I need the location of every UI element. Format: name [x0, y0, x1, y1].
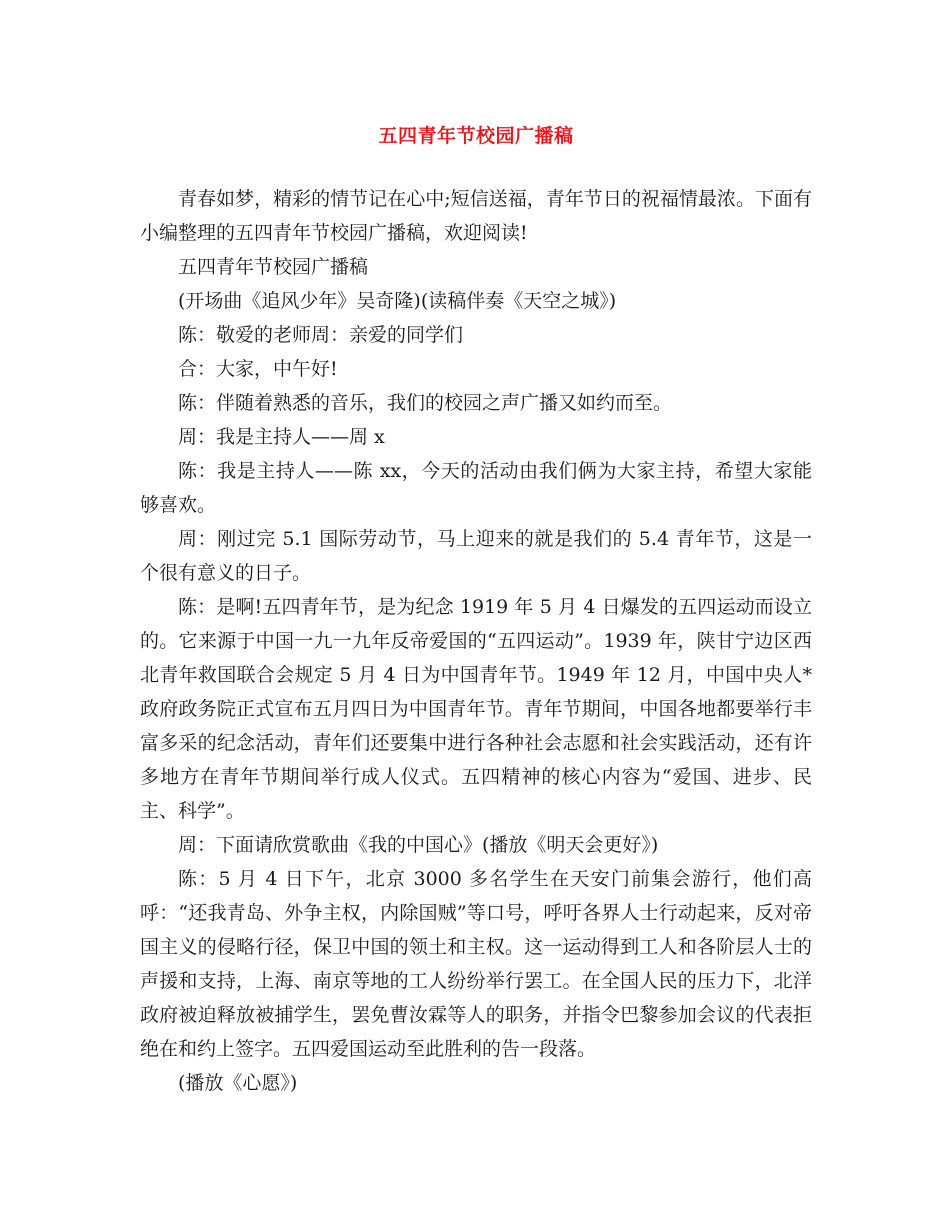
- paragraph-music-end: (播放《心愿》): [178, 1072, 298, 1094]
- paragraph-greeting: 陈：敬爱的老师周：亲爱的同学们: [178, 324, 464, 346]
- document-page: [140, 118, 812, 1100]
- paragraph-subtitle: 五四青年节校园广播稿: [178, 256, 369, 278]
- paragraph-zhou-2: 周：刚过完 5.1 国际劳动节，马上迎来的就是我们的 5.4 青年节，这是一个很有意义的日子。: [140, 528, 812, 584]
- paragraph-zhou-3: 周：下面请欣赏歌曲《我的中国心》(播放《明天会更好》): [178, 834, 659, 856]
- paragraph-chen-3: 陈：是啊!五四青年节，是为纪念 1919 年 5 月 4 日爆发的五四运动而设立的。它来源于中国一九一九年反帝爱国的“五四运动”。1939 年，陕甘宁边区西北青年救国联合会规定 5 月 4 日为中国青年节。1949 年 12 月，中国中央人*政府政务院正式宣布五月四日为中国青年节。青年节期间，中国各地都要举行丰富多采的纪念活动，青年们还要集中进行各种社会志愿和社会实践活动，还有许多地方在青年节期间举行成人仪式。五四精神的核心内容为“爱国、进步、民主、科学”。: [140, 596, 812, 822]
- paragraph-music-note: (开场曲《追风少年》吴奇隆)(读稿伴奏《天空之城》): [178, 290, 617, 312]
- paragraph-chen-1: 陈：伴随着熟悉的音乐，我们的校园之声广播又如约而至。: [178, 392, 673, 414]
- paragraph-chen-2: 陈：我是主持人——陈 xx，今天的活动由我们俩为大家主持，希望大家能够喜欢。: [140, 460, 812, 516]
- paragraph-intro: 青春如梦，精彩的情节记在心中;短信送福，青年节日的祝福情最浓。下面有小编整理的五四青年节校园广播稿，欢迎阅读!: [140, 188, 812, 244]
- paragraph-chen-4: 陈：5 月 4 日下午，北京 3000 多名学生在天安门前集会游行，他们高呼：“还我青岛、外争主权，内除国贼”等口号，呼吁各界人士行动起来，反对帝国主义的侵略行径，保卫中国的领土和主权。这一运动得到工人和各阶层人士的声援和支持，上海、南京等地的工人纷纷举行罢工。在全国人民的压力下，北洋政府被迫释放被捕学生，罢免曹汝霖等人的职务，并指令巴黎参加会议的代表拒绝在和约上签字。五四爱国运动至此胜利的告一段落。: [140, 868, 812, 1060]
- paragraph-zhou-1: 周：我是主持人——周 x: [178, 426, 385, 448]
- document-title: 五四青年节校园广播稿: [378, 125, 574, 147]
- document-body: [140, 182, 812, 1100]
- paragraph-together: 合：大家，中午好!: [178, 358, 338, 380]
